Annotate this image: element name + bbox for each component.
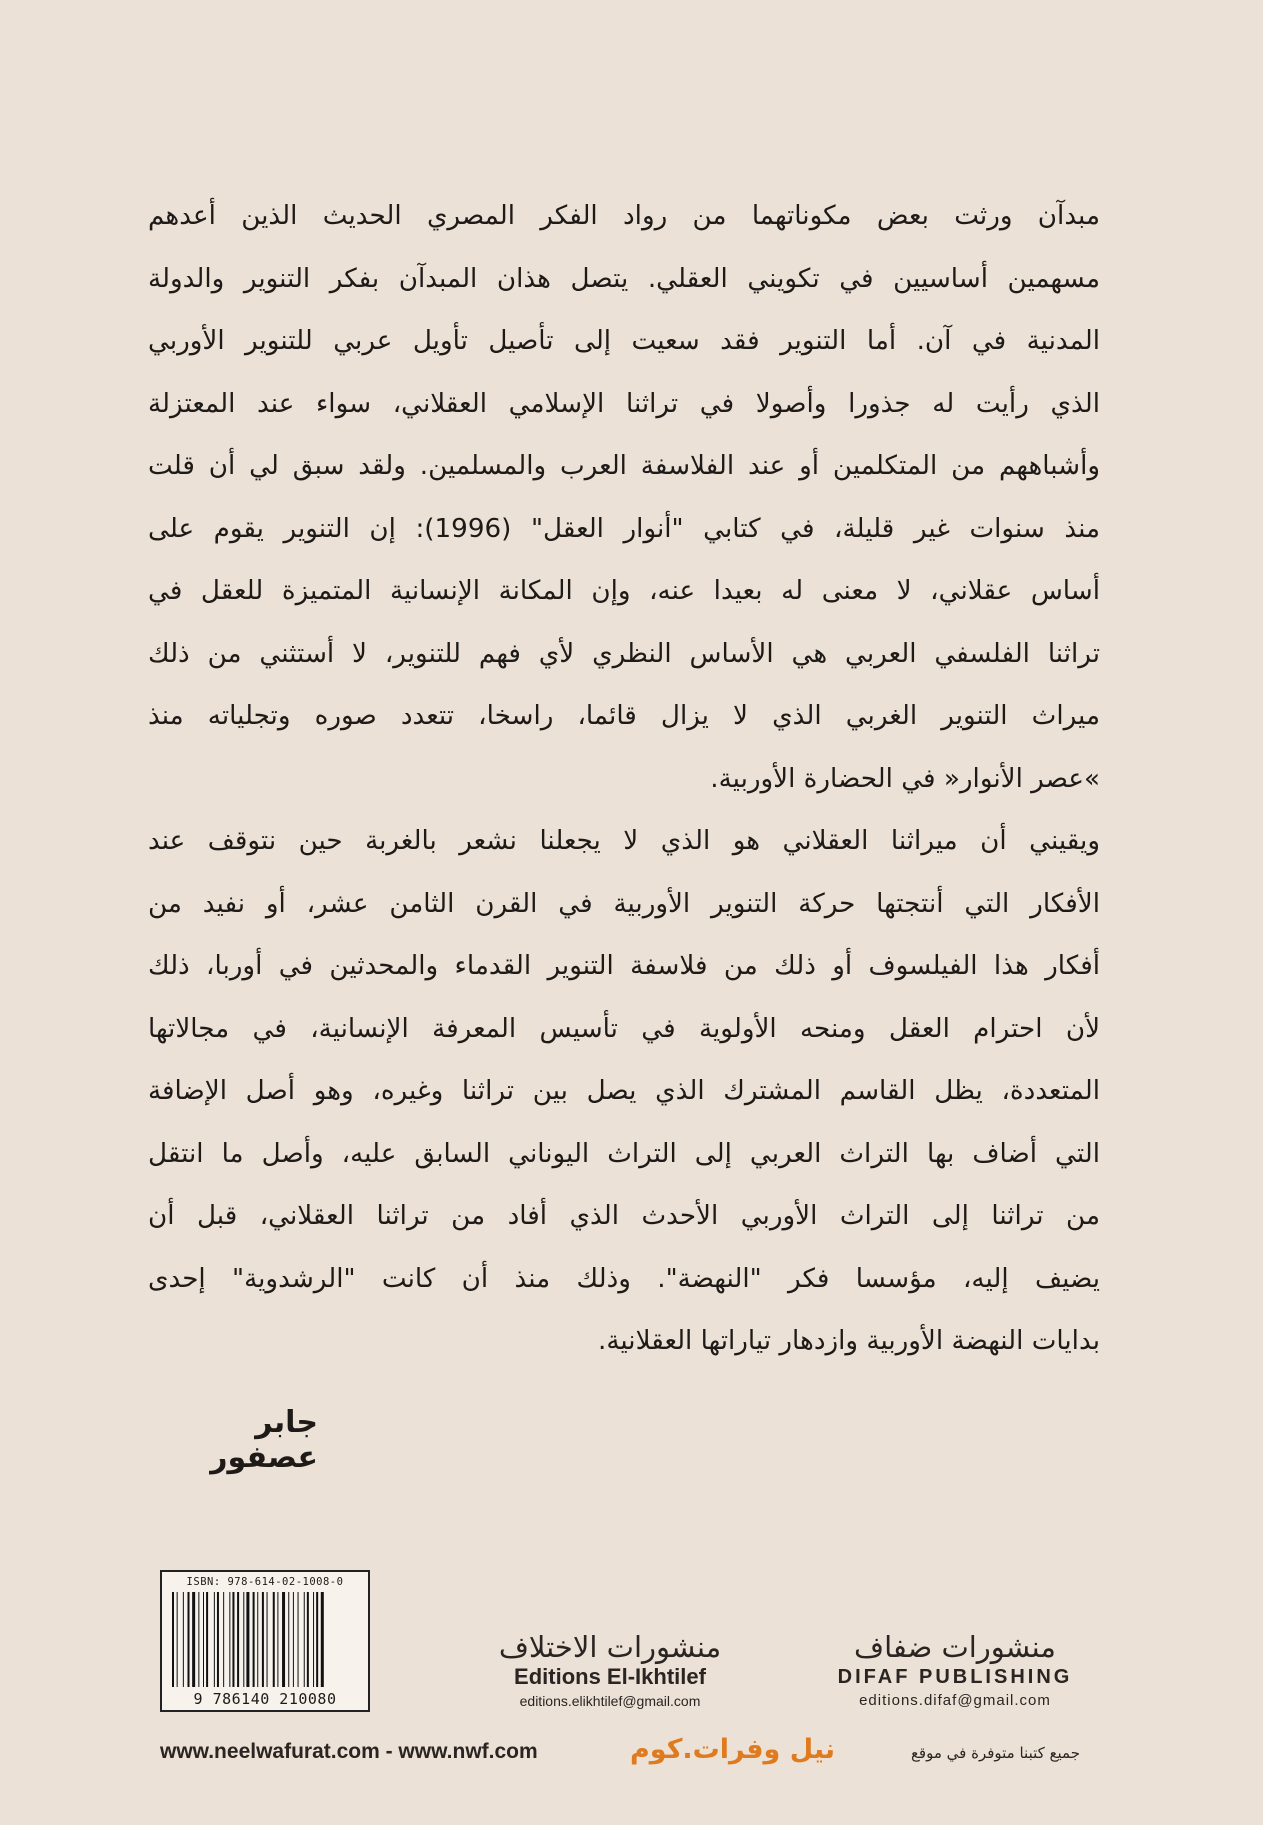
barcode-bar	[206, 1592, 208, 1687]
back-cover-text	[148, 185, 1100, 1373]
barcode-bar	[273, 1592, 275, 1687]
text-line: منذ سنوات غير قليلة، في كتابي "أنوار العقل" (1996): إن التنوير يقوم على	[148, 513, 1101, 544]
barcode-bar	[253, 1592, 255, 1687]
author-signature: جابر عصفور	[210, 1405, 318, 1475]
text-line: أساس عقلاني، لا معنى له بعيدا عنه، وإن المكانة الإنسانية المتميزة للعقل في	[148, 576, 1100, 606]
barcode-bar	[214, 1592, 215, 1687]
barcode-bar	[232, 1592, 234, 1687]
neelwafurat-logo: نيل وفرات.كوم	[630, 1734, 835, 1765]
barcode-bar	[277, 1592, 278, 1687]
barcode-bar	[288, 1592, 289, 1687]
text-line: »عصر الأنوار« في الحضارة الأوربية.	[710, 763, 1100, 794]
barcode-bar	[282, 1592, 285, 1687]
barcode-bar	[183, 1592, 184, 1687]
text-line: مبدآن ورثت بعض مكوناتهما من رواد الفكر المصري الحديث الذين أعدهم	[148, 201, 1100, 231]
barcode-bar	[237, 1592, 239, 1687]
barcode-bar	[313, 1592, 314, 1687]
publisher-ikhtilef	[495, 1630, 725, 1712]
text-line: الذي رأيت له جذورا وأصولا في تراثنا الإسلامي العقلاني، سواء عند المعتزلة	[148, 388, 1100, 419]
barcode-bar	[177, 1592, 178, 1687]
publisher-difaf	[820, 1630, 1090, 1712]
text-line: المتعددة، يظل القاسم المشترك الذي يصل بين تراثنا وغيره، وهو أصل الإضافة	[148, 1076, 1100, 1106]
footer-tagline: جميع كتبنا متوفرة في موقع	[910, 1744, 1080, 1762]
barcode-bar	[262, 1592, 264, 1687]
publisher-difaf-latin: DIFAF PUBLISHING	[837, 1666, 1073, 1688]
text-line: وأشباههم من المتكلمين أو عند الفلاسفة العرب والمسلمين. ولقد سبق لي أن قلت	[148, 451, 1100, 481]
isbn-digits: 9 786140 210080	[193, 1690, 337, 1708]
barcode-bar	[229, 1592, 230, 1687]
text-line: مسهمين أساسيين في تكويني العقلي. يتصل هذان المبدآن بفكر التنوير والدولة	[148, 263, 1100, 294]
text-line: بدايات النهضة الأوربية وازدهار تياراتها العقلانية.	[598, 1326, 1100, 1356]
barcode-bar	[307, 1592, 309, 1687]
barcode-bar	[223, 1592, 224, 1687]
barcode-bar	[203, 1592, 204, 1687]
barcode-bar	[293, 1592, 294, 1687]
isbn-label: ISBN: 978-614-02-1008-0	[186, 1576, 344, 1588]
text-line: التي أضاف بها التراث العربي إلى التراث اليوناني السابق عليه، وأصل ما انتقل	[148, 1138, 1100, 1169]
barcode-bar	[172, 1592, 174, 1687]
publisher-difaf-email: editions.difaf@gmail.com	[859, 1692, 1051, 1709]
barcode-bar	[192, 1592, 195, 1687]
publisher-difaf-arabic: منشورات ضفاف	[854, 1630, 1056, 1664]
text-line: الأفكار التي أنتجتها حركة التنوير الأوربية في القرن الثامن عشر، أو نفيد من	[148, 888, 1100, 919]
barcode-bar	[321, 1592, 324, 1687]
text-line: أفكار هذا الفيلسوف أو ذلك من فلاسفة التنوير القدماء والمحدثين في أوربا، ذلك	[148, 951, 1100, 981]
barcode-bar	[257, 1592, 258, 1687]
text-line: ويقيني أن ميراثنا العقلاني هو الذي لا يجعلنا نشعر بالغربة حين نتوقف عند	[148, 826, 1100, 856]
barcode-bar	[198, 1592, 199, 1687]
barcode-icon	[170, 1592, 362, 1687]
publisher-ikhtilef-email: editions.elikhtilef@gmail.com	[519, 1693, 701, 1709]
text-line: من تراثنا إلى التراث الأوربي الأحدث الذي أفاد من تراثنا العقلاني، قبل أن	[148, 1201, 1100, 1231]
text-line: تراثنا الفلسفي العربي هي الأساس النظري لأي فهم للتنوير، لا أستثني من ذلك	[148, 638, 1100, 669]
barcode-bar	[267, 1592, 268, 1687]
barcode-bar	[217, 1592, 219, 1687]
barcode-bar	[243, 1592, 244, 1687]
barcode-bar	[188, 1592, 190, 1687]
isbn-barcode-box	[160, 1570, 370, 1712]
text-line: ميراث التنوير الغربي الذي لا يزال قائما، راسخا، تتعدد صوره وتجلياته منذ	[148, 701, 1100, 731]
barcode-bar	[304, 1592, 305, 1687]
text-line: لأن احترام العقل ومنحه الأولوية في تأسيس المعرفة الإنسانية، في مجالاتها	[148, 1013, 1100, 1044]
text-line: المدنية في آن. أما التنوير فقد سعيت إلى تأصيل تأويل عربي للتنوير الأوربي	[148, 326, 1100, 356]
publisher-ikhtilef-latin: Editions El-Ikhtilef	[514, 1664, 706, 1689]
publisher-ikhtilef-arabic: منشورات الاختلاف	[498, 1630, 722, 1664]
barcode-bar	[298, 1592, 299, 1687]
barcode-bar	[316, 1592, 318, 1687]
footer-urls: www.neelwafurat.com - www.nwf.com	[160, 1740, 538, 1763]
text-line: يضيف إليه، مؤسسا فكر "النهضة". وذلك منذ أن كانت "الرشدوية" إحدى	[148, 1263, 1100, 1294]
barcode-bar	[246, 1592, 249, 1687]
footer-bar	[160, 1734, 1080, 1772]
